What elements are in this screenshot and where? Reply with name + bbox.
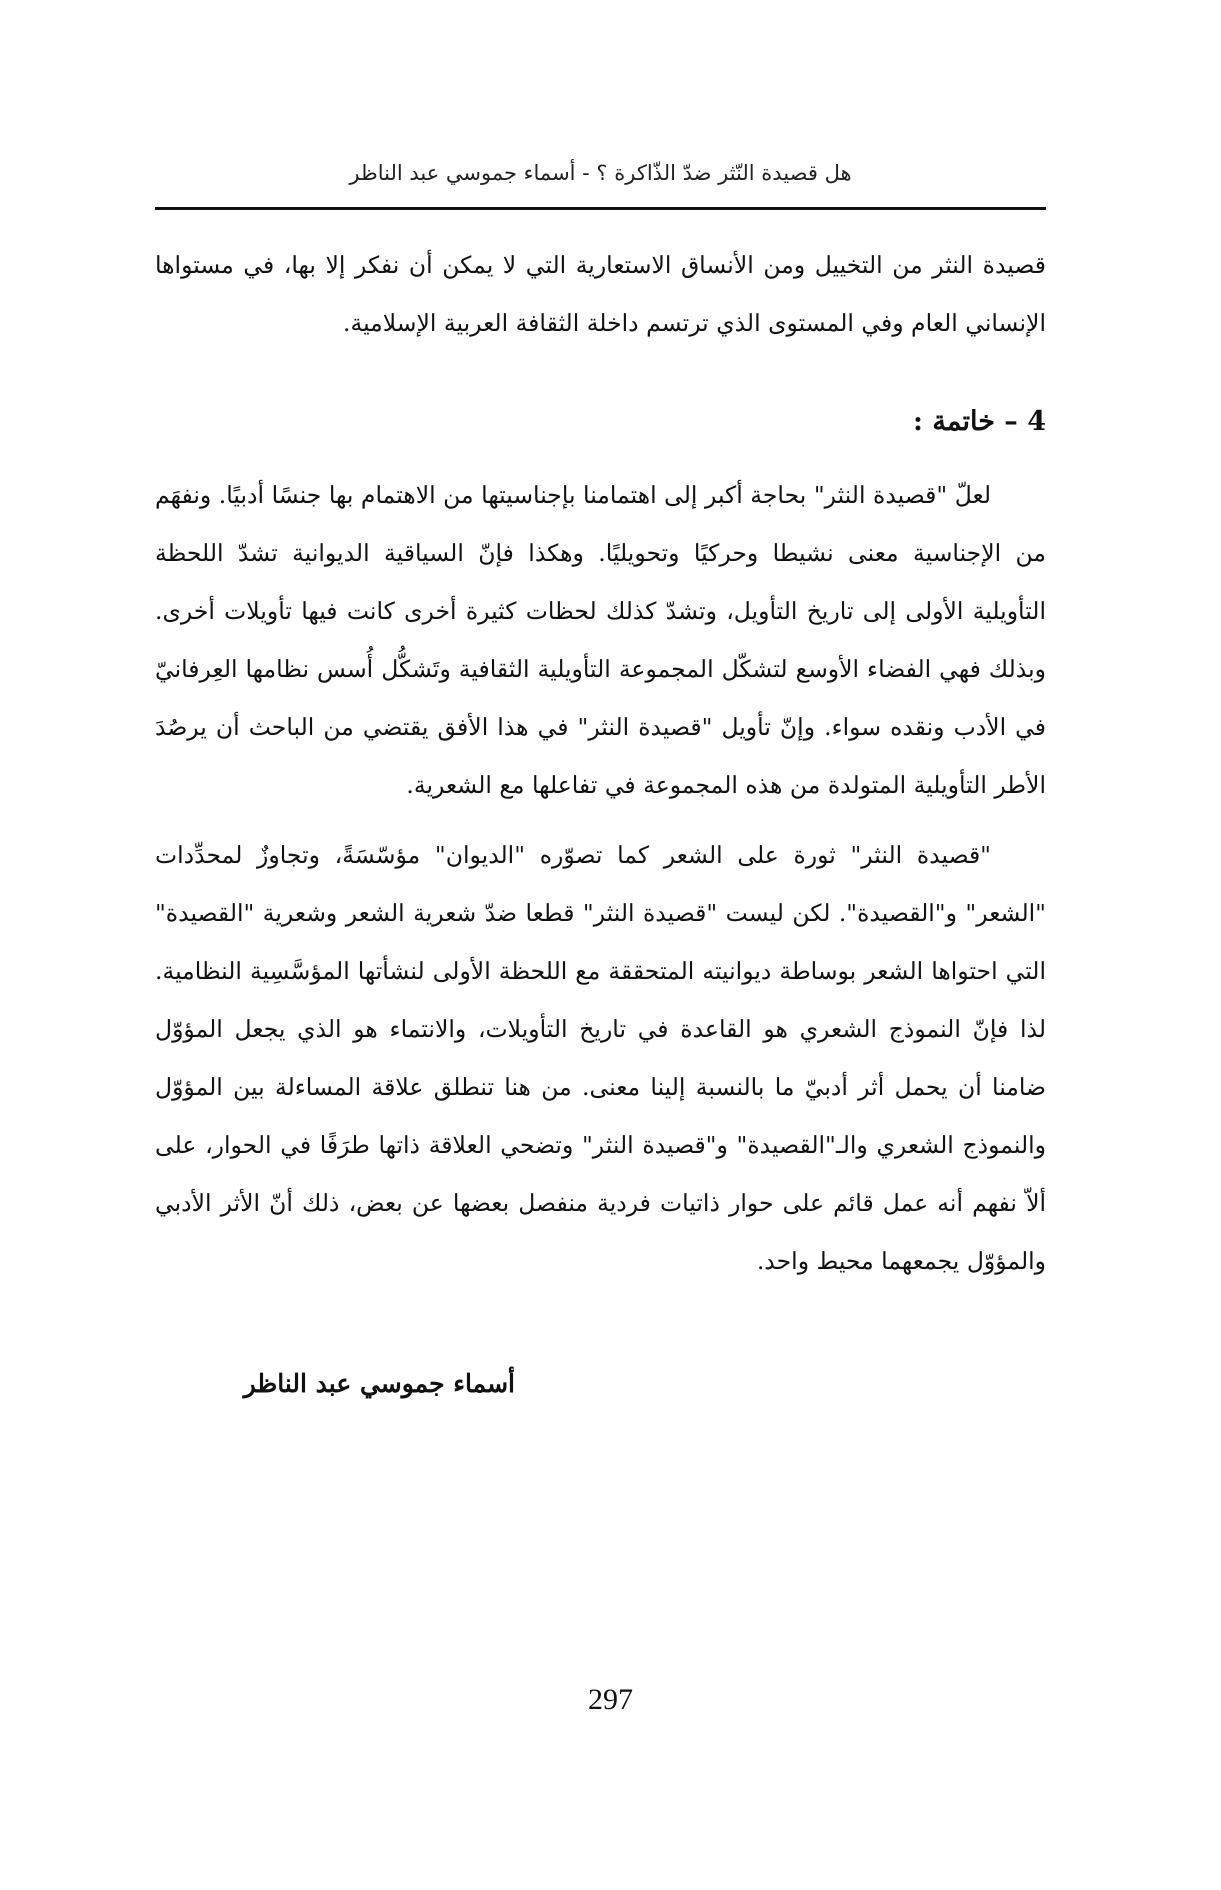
- paragraph-text: "قصيدة النثر" ثورة على الشعر كما تصوّره "الديوان" مؤسّسَةً، وتجاوزٌ لمحدِّدات "الشعر" و"القصيدة". لكن ليست "قصيدة النثر" قطعا ضدّ شعرية الشعر وشعرية "القصيدة" التي احتواها الشعر بوساطة ديوانيته المتحققة مع اللحظة الأولى لنشأتها المؤسَّسِية النظامية. لذا فإنّ النموذج الشعري هو القاعدة في تاريخ التأويلات، والانتماء هو الذي يجعل المؤوّل ضامنا أن يحمل أثر أدبيّ ما بالنسبة إلينا معنى. من هنا تنطلق علاقة المساءلة بين المؤوّل والنموذج الشعري والـ"القصيدة" و"قصيدة النثر" وتضحي العلاقة ذاتها طرَفًا في الحوار، على ألاّ نفهم أنه عمل قائم على حوار ذاتيات فردية منفصل بعضها عن بعض، ذلك أنّ الأثر الأدبي والمؤوّل يجمعهما محيط واحد.: [155, 841, 1046, 1275]
- header-divider: [155, 207, 1046, 210]
- page-number: 297: [588, 1683, 633, 1716]
- conclusion-paragraph-2: [155, 826, 1046, 1290]
- intro-text: قصيدة النثر من التخييل ومن الأنساق الاستعارية التي لا يمكن أن نفكر إلا بها، في مستواها الإنساني العام وفي المستوى الذي ترتسم داخلة الثقافة العربية الإسلامية.: [155, 251, 1046, 337]
- intro-paragraph: [155, 236, 1046, 352]
- paragraph-text: لعلّ "قصيدة النثر" بحاجة أكبر إلى اهتمامنا بإجناسيتها من الاهتمام بها جنسًا أدبيًا. ونفهَم من الإجناسية معنى نشيطا وحركيًا وتحويليًا. وهكذا فإنّ السياقية الديوانية تشدّ اللحظة التأويلية الأولى إلى تاريخ التأويل، وتشدّ كذلك لحظات كثيرة أخرى كانت فيها تأويلات أخرى. وبذلك فهي الفضاء الأوسع لتشكّل المجموعة التأويلية الثقافية وتَشكُّل أُسس نظامها العِرفانيّ في الأدب ونقده سواء. وإنّ تأويل "قصيدة النثر" في هذا الأفق يقتضي من الباحث أن يرصُدَ الأطر التأويلية المتولدة من هذه المجموعة في تفاعلها مع الشعرية.: [155, 481, 1046, 799]
- author-signature: أسماء جموسي عبد الناظر: [243, 1369, 515, 1398]
- running-header: هل قصيدة النّثر ضدّ الذّاكرة ؟ - أسماء جموسي عبد الناظر: [349, 161, 852, 185]
- section-heading: 4 – خاتمة :: [913, 406, 1046, 437]
- conclusion-paragraph-1: [155, 466, 1046, 814]
